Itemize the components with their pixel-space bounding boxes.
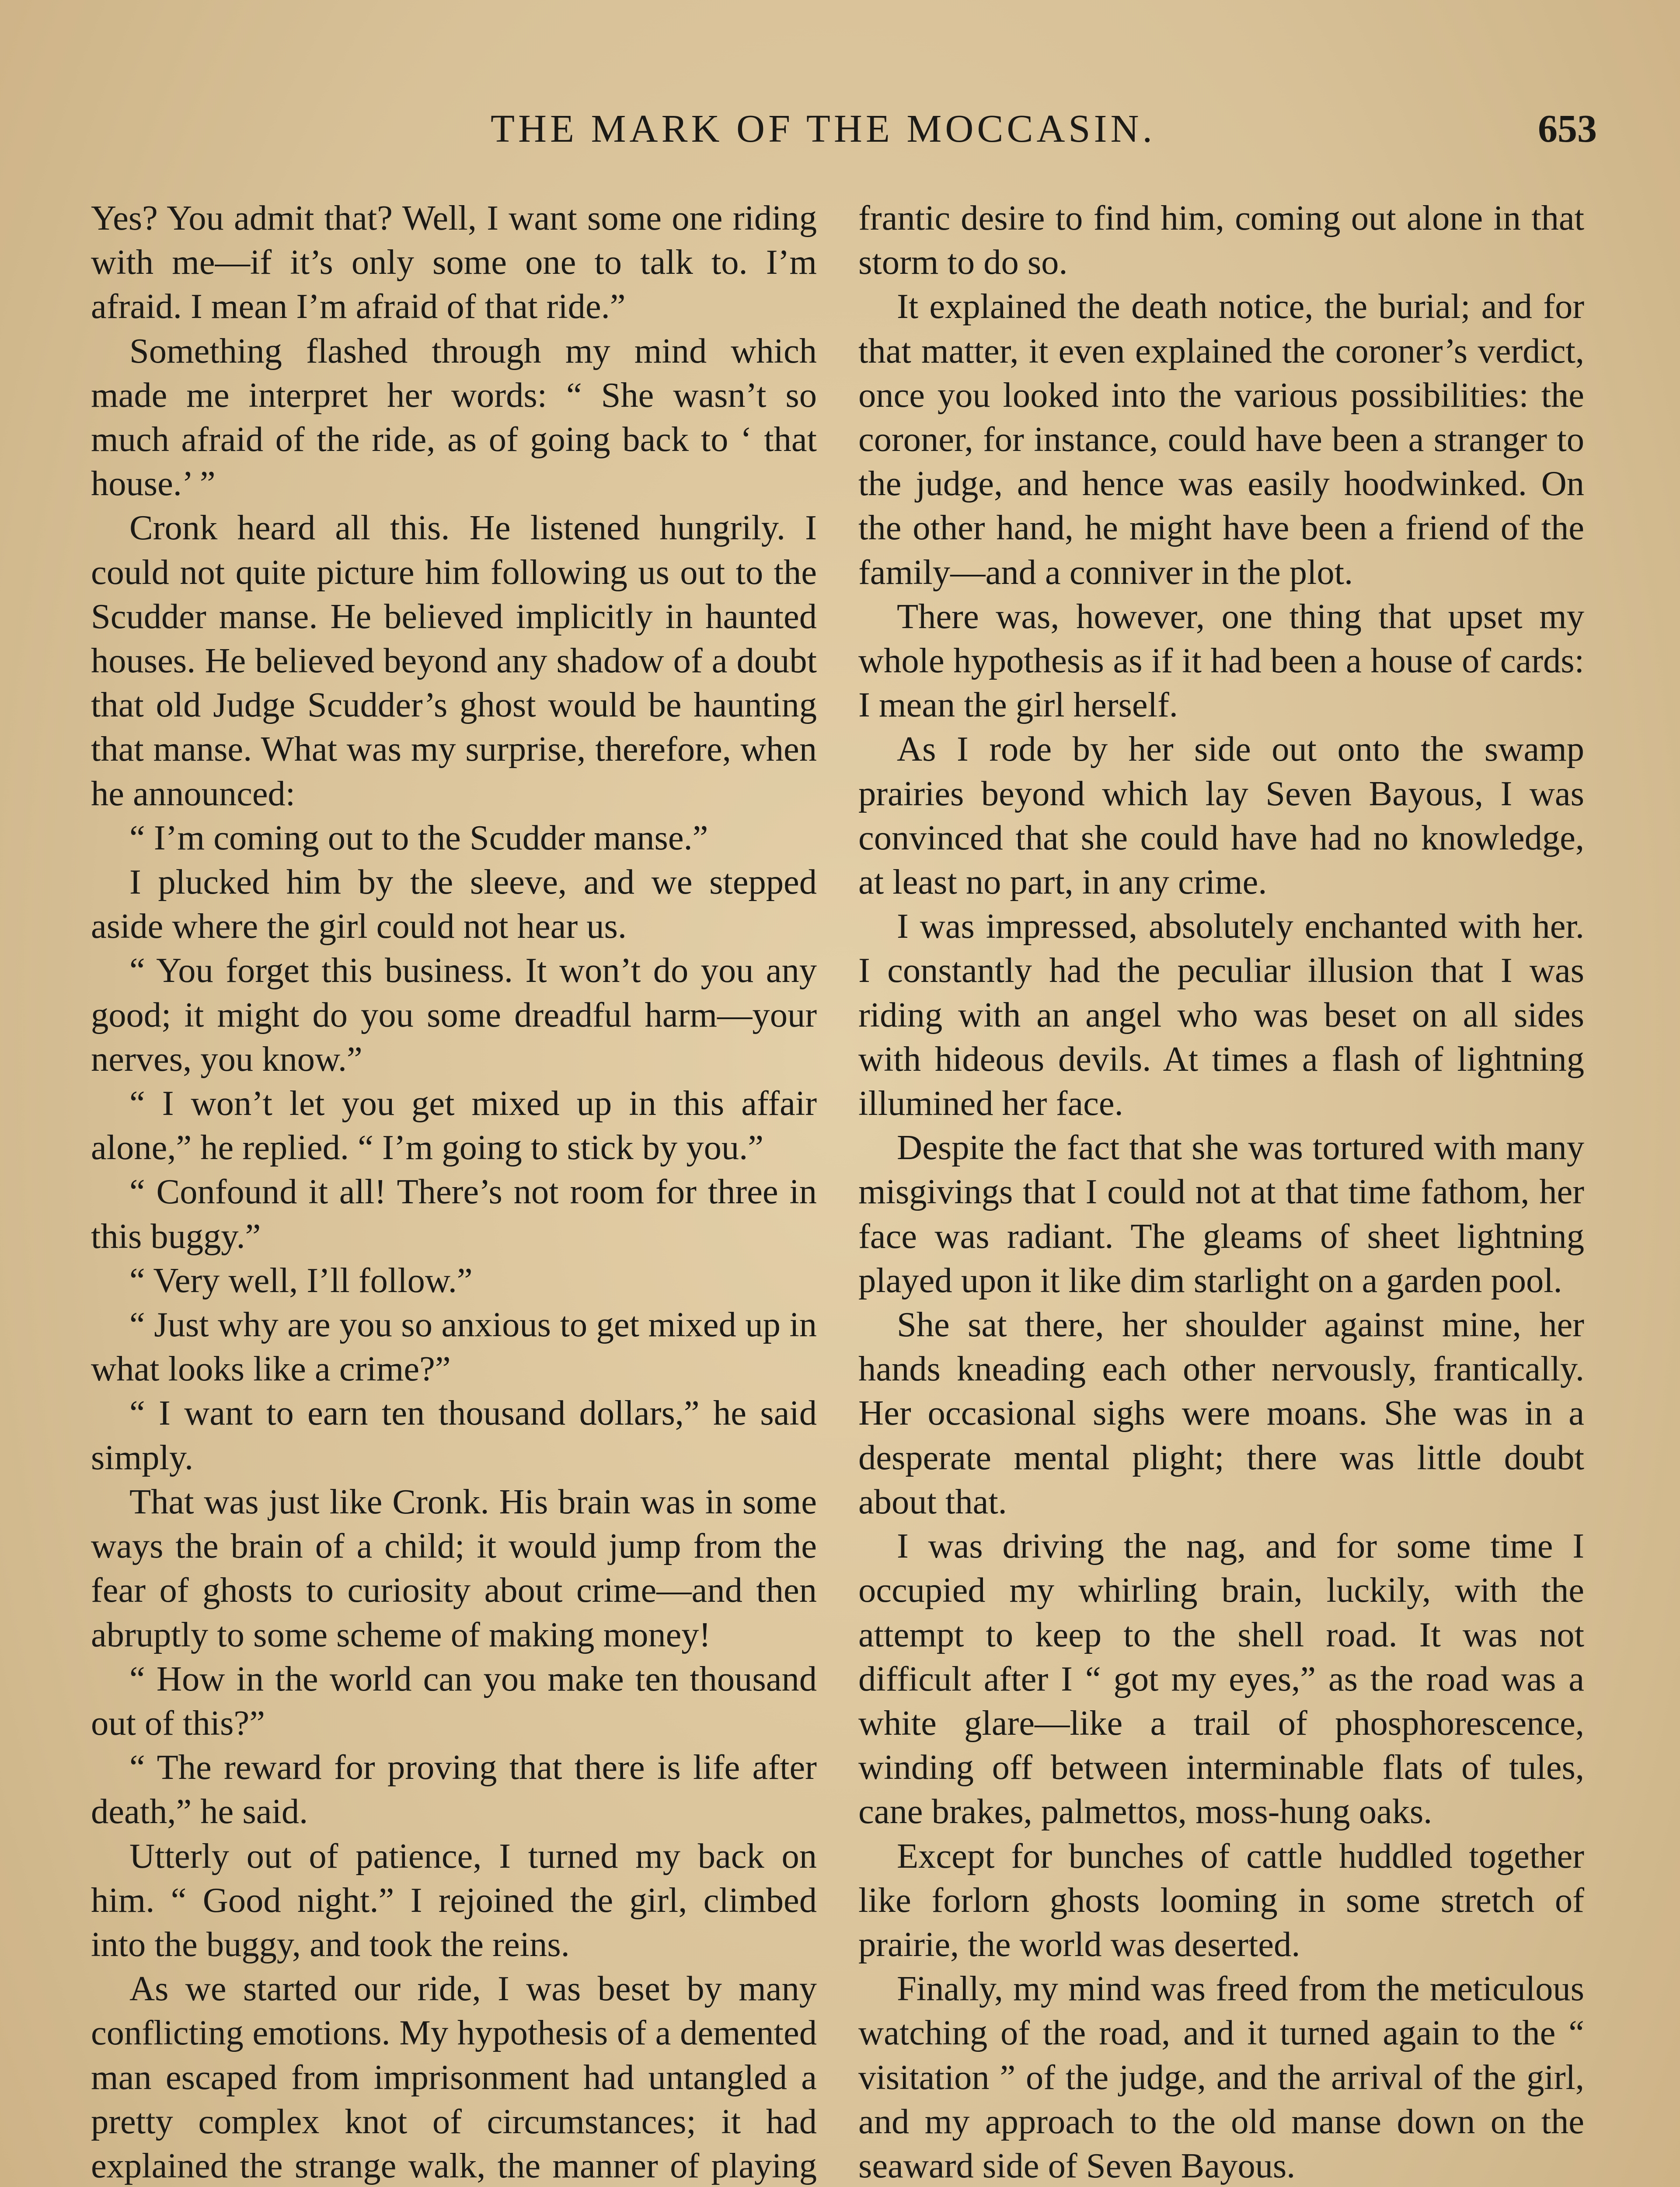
paragraph: “ The reward for proving that there is life after death,” he said. [91,1748,817,1831]
paragraph: That was just like Cronk. His brain was in some ways the brain of a child; it would jump from the fear of ghosts to curiosity about crime—and then abruptly to some scheme of making money! [91,1482,817,1654]
paragraph: I was impressed, absolutely enchanted with her. I constantly had the peculiar illusion that I was riding with an angel who was beset on all sides with hideous devils. At times a flash of lightning illumined her face. [858,907,1584,1123]
paragraph: Despite the fact that she was tortured with many misgivings that I could not at that time fathom, her face was radiant. The gleams of sheet lightning played upon it like dim starlight on a garden pool. [858,1128,1584,1300]
paragraph: “ How in the world can you make ten thousand out of this?” [91,1659,817,1743]
paragraph: “ Just why are you so anxious to get mixed up in what looks like a crime?” [91,1305,817,1389]
paragraph: Something flashed through my mind which made me interpret her words: “ She wasn’t so much afraid of the ride, as of going back to ‘ that house.’ ” [91,331,817,503]
paragraph: Utterly out of patience, I turned my back on him. “ Good night.” I rejoined the girl, climbed into the buggy, and took the reins. [91,1836,817,1964]
paragraph: I was driving the nag, and for some time I occupied my whirling brain, luckily, with the attempt to keep to the shell road. It was not difficult after I “ got my eyes,” as the road was a white glare—like a trail of phosphorescence, winding off between interminable flats of tules, cane brakes, palmettos, moss-hung oaks. [858,1527,1584,1831]
paragraph: As we started our ride, I was beset by many conflicting emotions. My hypothesis of a demented man escaped from imprisonment had untangled a pretty complex knot of circumstances; it had explained the strange walk, the manner of playing [91,1969,817,2185]
paragraph: frantic desire to find him, coming out alone in that storm to do so. [858,199,1584,282]
paragraph: Except for bunches of cattle huddled together like forlorn ghosts looming in some stretch of prairie, the world was deserted. [858,1836,1584,1964]
paragraph: I plucked him by the sleeve, and we stepped aside where the girl could not hear us. [91,863,817,946]
paragraph: “ You forget this business. It won’t do you any good; it might do you some dreadful harm—your nerves, you know.” [91,951,817,1079]
page-number: 653 [1538,107,1597,150]
paragraph: As I rode by her side out onto the swamp prairies beyond which lay Seven Bayous, I was convinced that she could have had no knowledge, at least no part, in any crime. [858,730,1584,902]
paragraph: Cronk heard all this. He listened hungrily. I could not quite picture him following us out to the Scudder manse. He believed implicitly in haunted houses. He believed beyond any shadow of a doubt that old Judge Scudder’s ghost would be haunting that manse. What was my surprise, therefore, when he announced: [91,508,817,813]
paragraph: There was, however, one thing that upset my whole hypothesis as if it had been a house of cards: I mean the girl herself. [858,597,1584,725]
paragraph: She sat there, her shoulder against mine, her hands kneading each other nervously, frantically. Her occasional sighs were moans. She was in a desperate mental plight; there was little doubt about that. [858,1305,1584,1521]
paragraph: It explained the death notice, the burial; and for that matter, it even explained the coroner’s verdict, once you looked into the various possibilities: the coroner, for instance, could have been a stranger to the judge, and hence was easily hoodwinked. On the other hand, he might have been a friend of the family—and a conniver in the plot. [858,287,1584,592]
left-column [91,196,817,2187]
paragraph: “ Very well, I’ll follow.” [129,1261,473,1300]
paragraph: “ I want to earn ten thousand dollars,” he said simply. [91,1394,817,1477]
paragraph: “ I won’t let you get mixed up in this affair alone,” he replied. “ I’m going to stick by you.” [91,1084,817,1167]
right-column [858,196,1584,2187]
paragraph: Finally, my mind was freed from the meticulous watching of the road, and it turned again to the “ visitation ” of the judge, and the arrival of the girl, and my approach to the old manse down on the seaward side of Seven Bayous. [858,1969,1584,2185]
paragraph: Yes? You admit that? Well, I want some one riding with me—if it’s only some one to talk to. I’m afraid. I mean I’m afraid of that ride.” [91,199,817,326]
paragraph: “ Confound it all! There’s not room for three in this buggy.” [91,1172,817,1256]
running-title: THE MARK OF THE MOCCASIN. [491,107,1156,150]
paragraph: “ I’m coming out to the Scudder manse.” [129,818,708,857]
